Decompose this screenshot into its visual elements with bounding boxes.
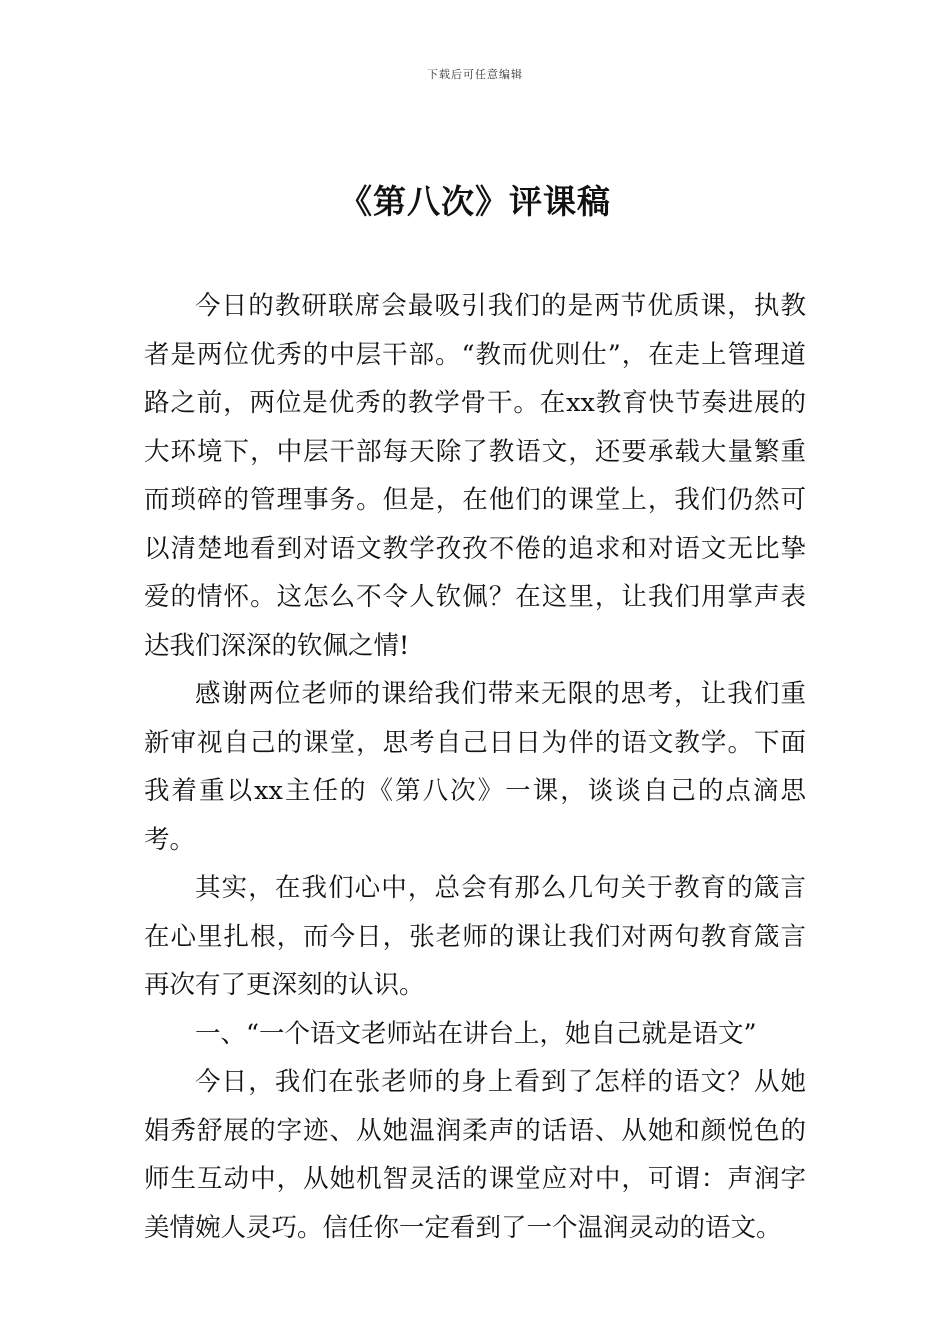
paragraph-2: 感谢两位老师的课给我们带来无限的思考，让我们重新审视自己的课堂，思考自己日日为伴的语文教学。下面我着重以xx主任的《第八次》一课，谈谈自己的点滴思考。 bbox=[144, 679, 806, 855]
section-heading-1: 一、“一个语文老师站在讲台上，她自己就是语文” bbox=[195, 1018, 757, 1049]
page-header-note: 下载后可任意编辑 bbox=[427, 68, 523, 81]
paragraph-4: 今日，我们在张老师的身上看到了怎样的语文？从她娟秀舒展的字迹、从她温润柔声的话语、从她和颜悦色的师生互动中，从她机智灵活的课堂应对中，可谓：声润字美情婉人灵巧。信任你一定看到了一个温润灵动的语文。 bbox=[144, 1067, 806, 1243]
document-title: 《第八次》评课稿 bbox=[339, 182, 611, 221]
document-body bbox=[144, 282, 806, 1252]
paragraph-1: 今日的教研联席会最吸引我们的是两节优质课，执教者是两位优秀的中层干部。“教而优则仕”，在走上管理道路之前，两位是优秀的教学骨干。在xx教育快节奏进展的大环境下，中层干部每天除了教语文，还要承载大量繁重而琐碎的管理事务。但是，在他们的课堂上，我们仍然可以清楚地看到对语文教学孜孜不倦的追求和对语文无比挚爱的情怀。这怎么不令人钦佩？在这里，让我们用掌声表达我们深深的钦佩之情! bbox=[144, 291, 806, 661]
paragraph-3: 其实，在我们心中，总会有那么几句关于教育的箴言在心里扎根，而今日，张老师的课让我们对两句教育箴言再次有了更深刻的认识。 bbox=[144, 873, 806, 1000]
